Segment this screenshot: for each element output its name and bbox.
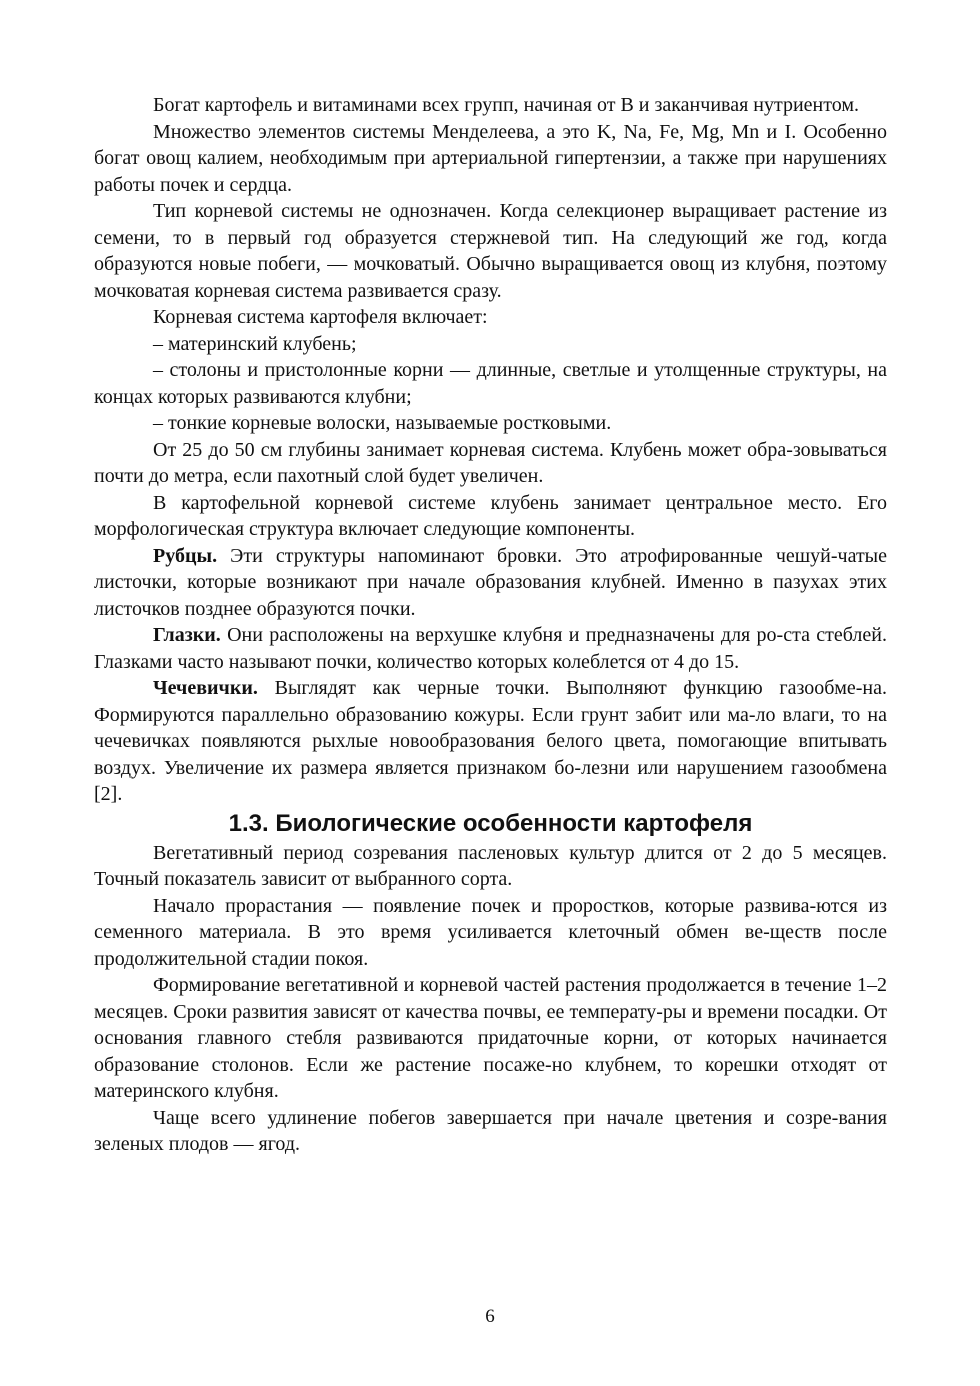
paragraph-tuber-structure: В картофельной корневой системе клубень занимает центральное место. Его морфологическая структура включает следующие компоненты.: [94, 491, 887, 540]
term-paragraph-scars: [94, 543, 887, 623]
section-heading: 1.3. Биологические особенности картофеля: [228, 809, 753, 837]
list-item-root-hairs: – тонкие корневые волоски, называемые ростковыми.: [153, 412, 612, 434]
paragraph-root-includes: Корневая система картофеля включает:: [153, 306, 488, 328]
term-eyes: Глазки.: [153, 624, 221, 646]
term-paragraph-lenticels: [94, 675, 887, 808]
list-item-mother-tuber: – материнский клубень;: [153, 332, 357, 355]
list-item-stolons: – столоны и пристолонные корни — длинные, светлые и утолщенные структуры, на концах которых развиваются клубни;: [94, 359, 887, 408]
paragraph-depth: От 25 до 50 см глубины занимает корневая система. Клубень может обра-зовываться почти до метра, если пахотный слой будет увеличен.: [94, 438, 887, 487]
term-lenticels-text: Выглядят как черные точки. Выполняют функцию газообме-на. Формируются параллельно образованию кожуры. Если грунт забит или ма-ло влаги, то на чечевичках появляются рыхлые новообразования белого цвета, помогающие впитывать воздух. Увеличение их размера является признаком бо-лезни или нарушением газообмена [2].: [94, 677, 887, 805]
paragraph-formation: Формирование вегетативной и корневой частей растения продолжается в течение 1–2 месяцев. Сроки развития зависят от качества почвы, ее температу-ры и времени посадки. От основания главного стебля развиваются придаточные корни, от которых начинается образование столонов. Если же растение посаже-но клубнем, то корешки отходят от материнского клубня.: [94, 974, 887, 1102]
term-paragraph-eyes: [94, 622, 887, 675]
term-scars: Рубцы.: [153, 544, 218, 567]
term-lenticels: Чечевички.: [153, 677, 258, 699]
page-number: 6: [485, 1306, 495, 1327]
term-eyes-text: Они расположены на верхушке клубня и предназначены для ро-ста стеблей. Глазками часто называют почки, количество которых колеблется от 4 до 15.: [94, 624, 887, 673]
term-scars-text: Эти структуры напоминают бровки. Это атрофированные чешуй-чатые листочки, которые возникают при начале образования клубней. Именно в пазухах этих листочков позднее образуются почки.: [94, 544, 887, 620]
paragraph-shoot-growth: Чаще всего удлинение побегов завершается при начале цветения и созре-вания зеленых плодов — ягод.: [94, 1106, 887, 1155]
paragraph-root-type: Тип корневой системы не однозначен. Когда селекционер выращивает растение из семени, то в первый год образуется стержневой тип. На следующий же год, когда образуются новые побеги, — мочковатый. Обычно выращивается овощ из клубня, поэтому мочковатая корневая система развивается сразу.: [94, 200, 887, 302]
paragraph-sprouting: Начало прорастания — появление почек и проростков, которые развива-ются из семенного материала. В это время усиливается клеточный обмен ве-ществ после продолжительной стадии покоя.: [94, 894, 887, 970]
paragraph-elements: Множество элементов системы Менделеева, а это K, Na, Fe, Mg, Mn и I. Особенно богат овощ калием, необходимым при артериальной гипертензии, а также при нарушениях работы почек и сердца.: [94, 120, 887, 196]
paragraph-vitamins: Богат картофель и витаминами всех групп, начиная от В и заканчивая нутриентом.: [153, 94, 859, 116]
page-body: [94, 92, 887, 1158]
paragraph-vegetative-period: Вегетативный период созревания пасленовых культур длится от 2 до 5 месяцев. Точный показатель зависит от выбранного сорта.: [94, 841, 887, 890]
